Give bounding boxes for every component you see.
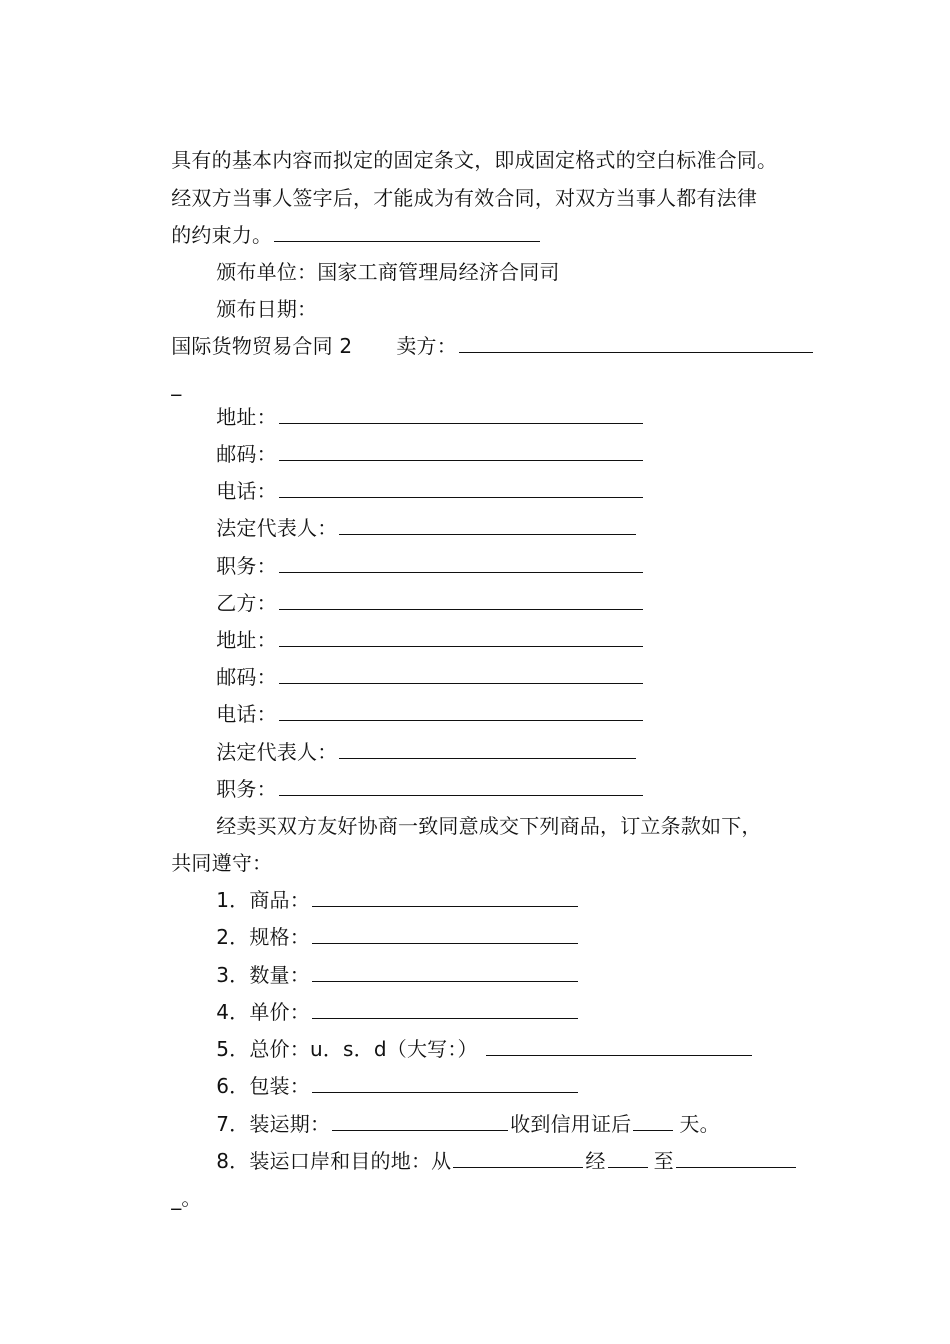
clause-8-wrap-line [145,1162,202,1234]
field-label: 邮码： [216,442,277,466]
field-label: 职务： [216,777,277,801]
field-label: 法定代表人： [216,516,338,540]
field-label: 法定代表人： [216,740,338,764]
issue-date-label: 颁布日期： [216,297,318,321]
agreement-line-1 [190,790,762,862]
agreement-text-1: 经卖买双方友好协商一致同意成交下列商品，订立条款如下， [216,814,762,838]
clause-blank [676,1149,796,1168]
clause-label: 8．装运口岸和目的地：从 [216,1149,452,1173]
clause-wrap: _。 [171,1186,202,1210]
party-b-label: 乙方： [216,591,277,615]
clause-label: 3．数量： [216,963,310,987]
seller-label: 卖方： [396,334,457,358]
seller-blank [459,334,813,353]
clause-label: 7．装运期： [216,1112,331,1136]
field-label: 电话： [216,702,277,726]
intro-text-1: 具有的基本内容而拟定的固定条文，即成固定格式的空白标准合同。 [171,148,778,172]
field-label: 邮码： [216,665,277,689]
clause-text: 至 [653,1149,674,1173]
clause-8-line [190,1125,798,1197]
clause-label: 4．单价： [216,1000,310,1024]
field-label: 地址： [216,405,277,429]
agreement-text-2: 共同遵守： [171,851,273,875]
contract-title-line [145,310,815,382]
clause-text: 收到信用证后 [510,1112,632,1136]
clause-blank [608,1149,648,1168]
clause-label: 2．规格： [216,925,310,949]
clause-text: 天。 [679,1112,720,1136]
clause-label: 5．总价：u．s．d（大写：） [216,1037,478,1061]
clause-blank [453,1149,583,1168]
seller-wrap-line [145,348,181,420]
seller-wrap: _ [171,372,182,396]
clause-text: 经 [585,1149,606,1173]
contract-title: 国际货物贸易合同 2 [171,334,353,358]
field-label: 电话： [216,479,277,503]
field-label: 地址： [216,628,277,652]
issuer-text: 颁布单位：国家工商管理局经济合同司 [216,260,560,284]
clause-label: 1．商品： [216,888,310,912]
field-label: 职务： [216,554,277,578]
intro-text-3: 的约束力。 [171,223,273,247]
clause-label: 6．包装： [216,1074,310,1098]
intro-text-2: 经双方当事人签字后，才能成为有效合同，对双方当事人都有法律 [171,186,758,210]
